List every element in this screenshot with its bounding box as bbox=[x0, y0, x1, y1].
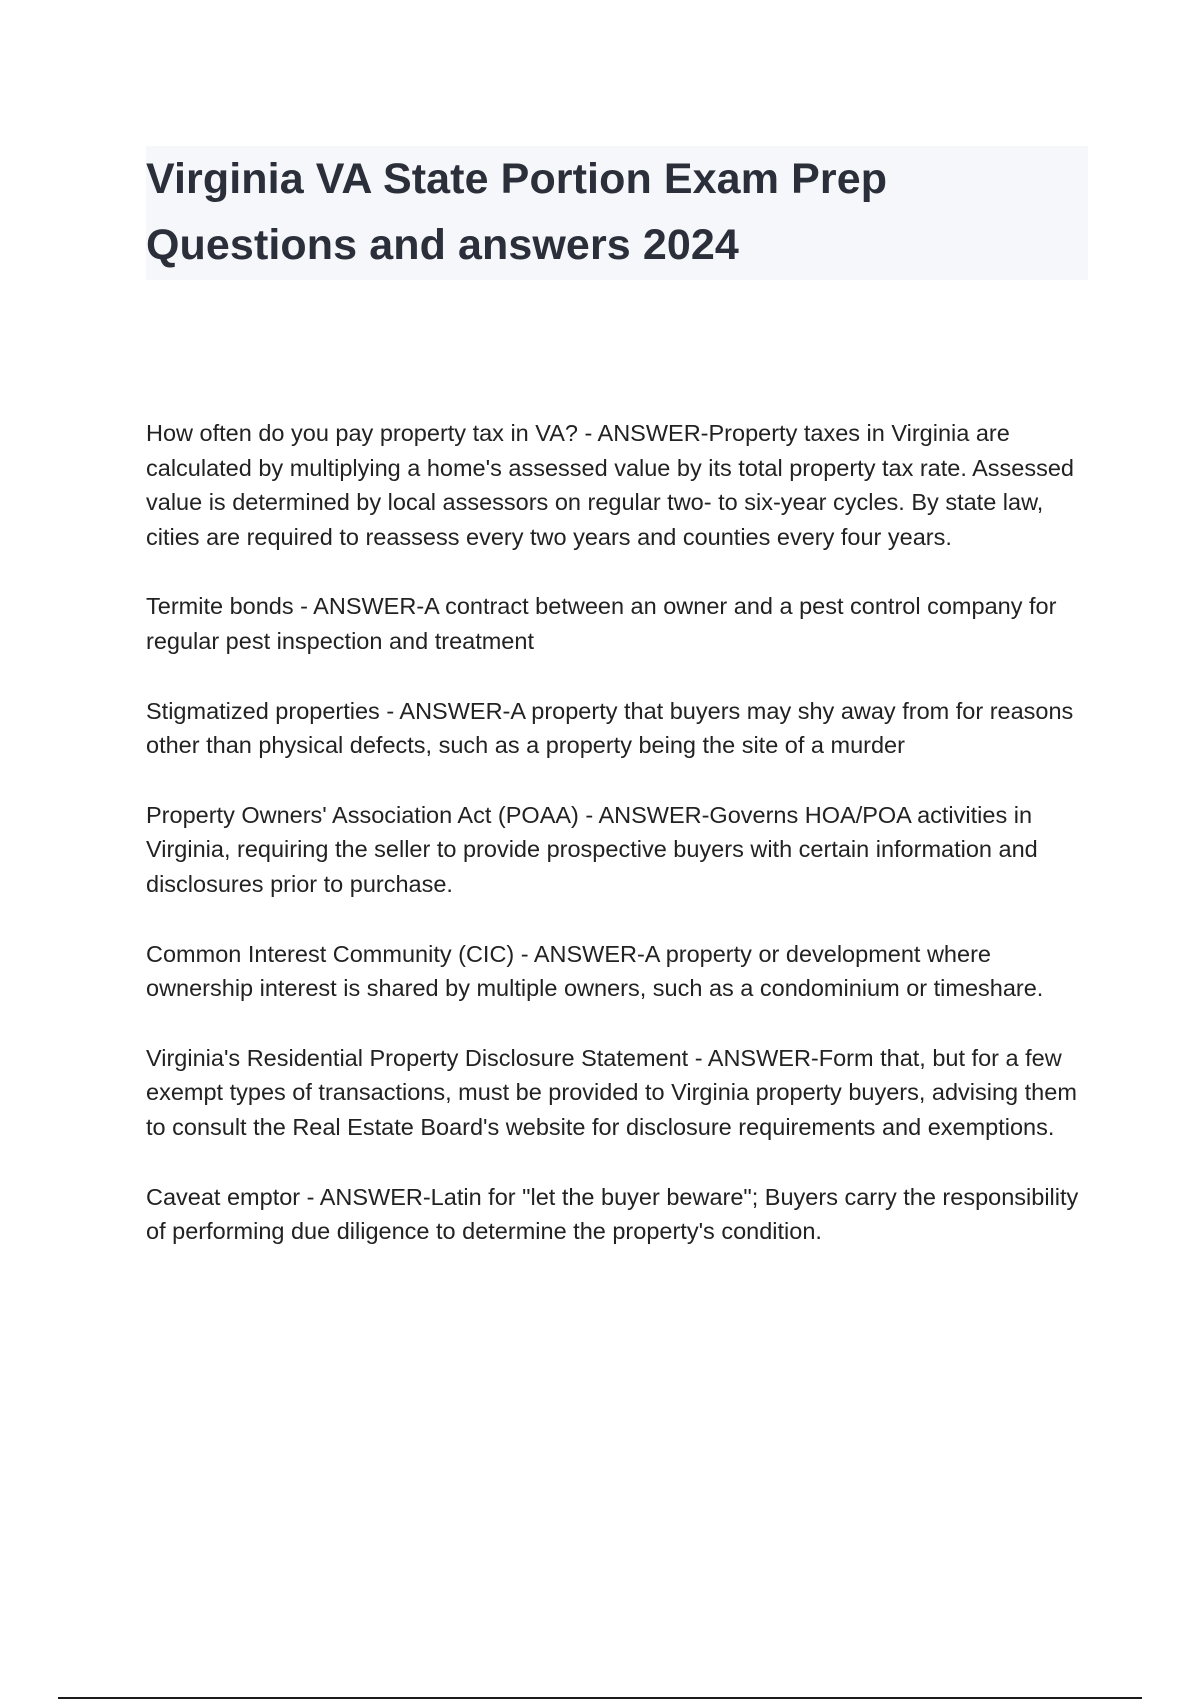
qa-list bbox=[146, 416, 1094, 1284]
qa-entry-termite-bonds: Termite bonds - ANSWER-A contract between an owner and a pest control company for regular pest inspection and treatment bbox=[146, 593, 1057, 654]
footer-divider bbox=[58, 1697, 1142, 1699]
qa-entry-disclosure-statement: Virginia's Residential Property Disclosure Statement - ANSWER-Form that, but for a few exempt types of transactions, must be provided to Virginia property buyers, advising them to consult the Real Estate Board's website for disclosure requirements and exemptions. bbox=[146, 1044, 1077, 1140]
page-title: Virginia VA State Portion Exam Prep Questions and answers 2024 bbox=[146, 155, 888, 269]
qa-entry-caveat-emptor: Caveat emptor - ANSWER-Latin for "let the buyer beware"; Buyers carry the responsibility of performing due diligence to determine the property's condition. bbox=[146, 1183, 1079, 1245]
qa-entry-poaa: Property Owners' Association Act (POAA) - ANSWER-Governs HOA/POA activities in Virginia, requiring the seller to provide prospective buyers with certain information and disclosures prior to purchase. bbox=[146, 801, 1038, 897]
qa-entry-cic: Common Interest Community (CIC) - ANSWER-A property or development where ownership interest is shared by multiple owners, such as a condominium or timeshare. bbox=[146, 940, 1044, 1002]
title-banner bbox=[146, 146, 1088, 280]
qa-entry-property-tax: How often do you pay property tax in VA? - ANSWER-Property taxes in Virginia are calculated by multiplying a home's assessed value by its total property tax rate. Assessed value is determined by local assessors on regular two- to six-year cycles. By state law, cities are required to reassess every two years and counties every four years. bbox=[146, 420, 1074, 550]
qa-entry-stigmatized-properties: Stigmatized properties - ANSWER-A property that buyers may shy away from for reasons other than physical defects, such as a property being the site of a murder bbox=[146, 697, 1074, 759]
